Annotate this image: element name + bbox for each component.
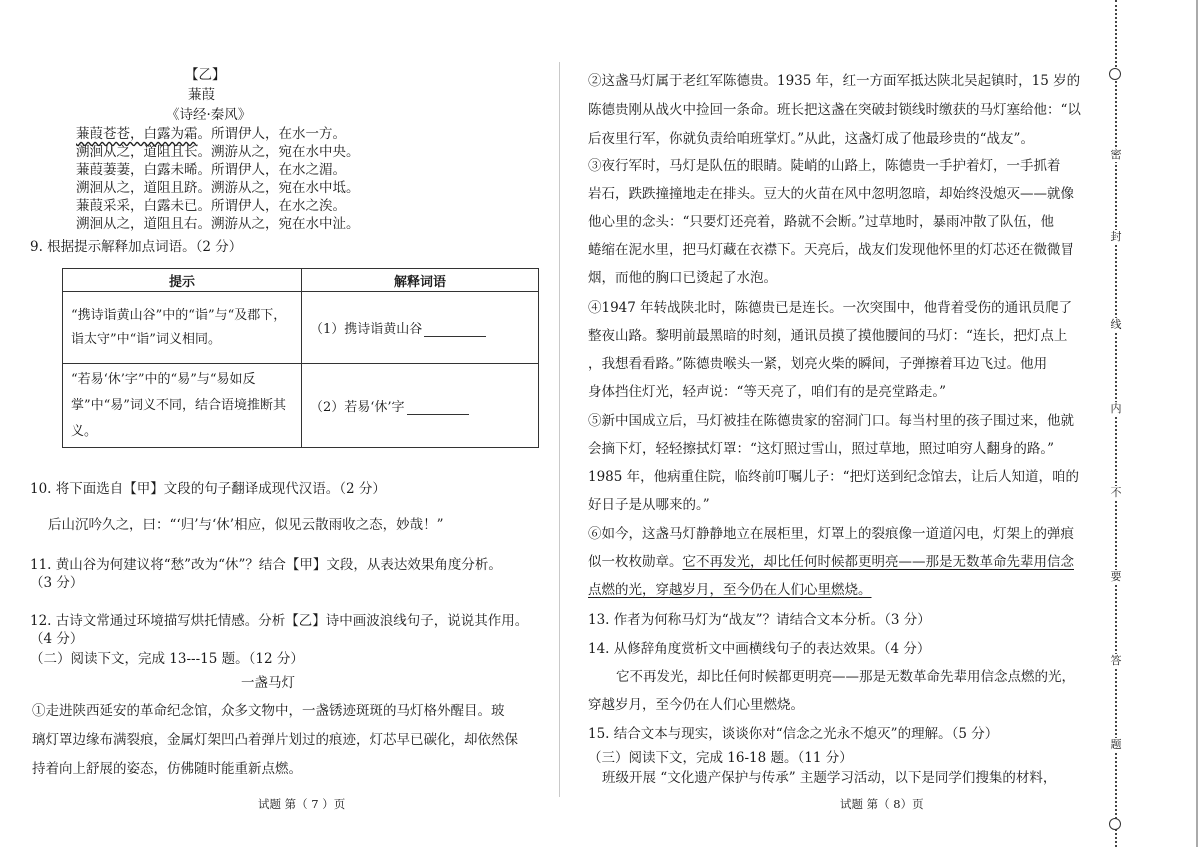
- binding-char: 内: [1108, 402, 1124, 416]
- wavy-line-text: 蒹葭苍苍，白露为霜: [76, 126, 198, 142]
- question-10-sentence: 后山沉吟久之，曰：“‘归’与‘休’相应，似见云散雨收之态，妙哉！”: [48, 517, 444, 533]
- question-9: 9. 根据提示解释加点词语。（2 分）: [30, 239, 243, 255]
- paragraph-2-line2: 陈德贵刚从战火中捡回一条命。班长把这盏在突破封锁线时缴获的马灯塞给他：“以: [588, 102, 1081, 118]
- paragraph-2-line3: 后夜里行军，你就负责给咱班掌灯。”从此，这盏灯成了他最珍贵的“战友”。: [588, 131, 1034, 147]
- paragraph-4-line4: 身体挡住灯光，轻声说：“等天亮了，咱们有的是亮堂路走。”: [588, 384, 947, 400]
- article-title: 一盏马灯: [241, 675, 295, 691]
- page-edge: [1196, 0, 1198, 847]
- poem-line-6: 溯洄从之，道阻且右。溯游从之，宛在水中沚。: [76, 216, 360, 232]
- poem-line-1: 蒹葭苍苍，白露为霜。所谓伊人，在水一方。: [76, 126, 346, 142]
- column-divider: [559, 62, 560, 797]
- question-13: 13. 作者为何称马灯为“战友”？请结合文本分析。（3 分）: [588, 612, 931, 628]
- binding-char: 要: [1108, 570, 1124, 584]
- question-11-line1: 11. 黄山谷为何建议将“愁”改为“休”？结合【甲】文段，从表达效果角度分析。: [30, 557, 502, 573]
- binding-margin: [1104, 0, 1128, 847]
- question-10: 10. 将下面选自【甲】文段的句子翻译成现代汉语。（2 分）: [30, 481, 386, 497]
- binding-char: 不: [1108, 486, 1124, 500]
- paragraph-1-line3: 持着向上舒展的姿态，仿佛随时能重新点燃。: [32, 761, 302, 777]
- paragraph-2-line1: ②这盏马灯属于老红军陈德贵。1935 年，红一方面军抵达陕北吴起镇时，15 岁的: [588, 73, 1081, 89]
- poem-line-5: 蒹葭采采，白露未已。所谓伊人，在水之涘。: [76, 198, 346, 214]
- paragraph-4-line2: 整夜山路。黎明前最黑暗的时刻，通讯员摸了摸他腰间的马灯：“连长，把灯点上: [588, 328, 1068, 344]
- poem-line-3: 蒹葭萋萋，白露未晞。所谓伊人，在水之湄。: [76, 162, 346, 178]
- answer-blank[interactable]: [424, 323, 486, 337]
- binding-char: 答: [1108, 654, 1124, 668]
- poem-line-4: 溯洄从之，道阻且跻。溯游从之，宛在水中坻。: [76, 180, 360, 196]
- question-14-quote-line2: 穿越岁月，至今仍在人们心里燃烧。: [588, 697, 804, 713]
- paragraph-5-line4: 好日子是从哪来的。”: [588, 497, 710, 513]
- table-row2-answer: （2）若易‘休’字: [302, 364, 539, 448]
- poem-title: 蒹葭: [188, 87, 215, 103]
- question-12-line1: 12. 古诗文常通过环境描写烘托情感。分析【乙】诗中画波浪线句子，说说其作用。: [30, 613, 529, 629]
- table-header-answer: 解释词语: [302, 269, 539, 292]
- poem-source: 《诗经·秦风》: [166, 107, 252, 123]
- section-3-intro: 班级开展 “文化遗产保护与传承” 主题学习活动，以下是同学们搜集的材料，: [602, 770, 1057, 786]
- paragraph-5-line3: 1985 年，他病重住院，临终前叮嘱儿子：“把灯送到纪念馆去，让后人知道，咱的: [588, 469, 1080, 485]
- underlined-sentence: 它不再发光，却比任何时候都更明亮——那是无数革命先辈用信念: [682, 554, 1074, 570]
- table-row2-hint: “若易‘休’字”中的“易”与“易如反掌”中“易”词义不同，结合语境推断其义。: [63, 364, 302, 448]
- table-row1-hint: “携诗诣黄山谷”中的“诣”与“及郡下，诣太守”中“诣”词义相同。: [63, 292, 302, 364]
- paragraph-3-line1: ③夜行军时，马灯是队伍的眼睛。陡峭的山路上，陈德贵一手护着灯，一手抓着: [588, 158, 1061, 174]
- paragraph-1-line2: 璃灯罩边缘布满裂痕，金属灯架凹凸着弹片划过的痕迹，灯芯早已碳化，却依然保: [32, 732, 518, 748]
- paragraph-4-line1: ④1947 年转战陕北时，陈德贵已是连长。一次突围中，他背着受伤的通讯员爬了: [588, 300, 1073, 316]
- question-14-quote-line1: 它不再发光，却比任何时候都更明亮——那是无数革命先辈用信念点燃的光，: [616, 669, 1075, 685]
- section-3-heading: （三）阅读下文，完成 16-18 题。（11 分）: [588, 750, 853, 766]
- paragraph-3-line3: 他心里的念头：“只要灯还亮着，路就不会断。”过草地时，暴雨冲散了队伍，他: [588, 214, 1055, 230]
- section-2-heading: （二）阅读下文，完成 13---15 题。（12 分）: [30, 651, 304, 667]
- paragraph-3-line4: 蜷缩在泥水里，把马灯藏在衣襟下。天亮后，战友们发现他怀里的灯芯还在微微冒: [588, 242, 1074, 258]
- binding-char: 线: [1108, 318, 1124, 332]
- question-11-line2: （3 分）: [30, 575, 84, 591]
- paragraph-5-line1: ⑤新中国成立后，马灯被挂在陈德贵家的窑洞门口。每当村里的孩子围过来，他就: [588, 413, 1074, 429]
- question-14: 14. 从修辞角度赏析文中画横线句子的表达效果。（4 分）: [588, 641, 931, 657]
- paragraph-4-line3: ，我想看看路。”陈德贵喉头一紧，划亮火柴的瞬间，子弹擦着耳边飞过。他用: [588, 356, 1048, 372]
- table-row1-answer: （1）携诗诣黄山谷: [302, 292, 539, 364]
- question-12-line2: （4 分）: [30, 631, 84, 647]
- binding-char: 封: [1108, 230, 1124, 244]
- underlined-sentence-cont: 点燃的光，穿越岁月，至今仍在人们心里燃烧。: [588, 582, 872, 598]
- page-footer-left: 试题 第（ 7 ）页: [258, 797, 346, 811]
- hint-table: [62, 268, 539, 448]
- question-15: 15. 结合文本与现实，谈谈你对“信念之光永不熄灭”的理解。（5 分）: [588, 726, 999, 742]
- table-header-hint: 提示: [63, 269, 302, 292]
- binding-hole: [1109, 68, 1121, 80]
- page-footer-right: 试题 第（ 8）页: [840, 797, 924, 811]
- paragraph-6-line2: 似一枚枚勋章。它不再发光，却比任何时候都更明亮——那是无数革命先辈用信念: [588, 554, 1074, 570]
- paragraph-5-line2: 会摘下灯，轻轻擦拭灯罩：“这灯照过雪山，照过草地，照过咱穷人翻身的路。”: [588, 441, 1055, 457]
- binding-hole: [1109, 818, 1121, 830]
- binding-char: 密: [1108, 148, 1124, 162]
- paragraph-1-line1: ①走进陕西延安的革命纪念馆，众多文物中，一盏锈迹斑斑的马灯格外醒目。玻: [32, 703, 505, 719]
- paragraph-6-line1: ⑥如今，这盏马灯静静地立在展柜里，灯罩上的裂痕像一道道闪电，灯架上的弹痕: [588, 526, 1074, 542]
- paragraph-6-line3: [588, 581, 872, 599]
- binding-char: 题: [1108, 738, 1124, 752]
- poem-tag: 【乙】: [185, 67, 226, 83]
- binding-dotted-line: [1115, 0, 1117, 847]
- answer-blank[interactable]: [407, 401, 469, 415]
- paragraph-3-line5: 烟，而他的胸口已烫起了水泡。: [588, 270, 777, 286]
- poem-line-2: 溯洄从之，道阻且长。溯游从之，宛在水中央。: [76, 144, 360, 160]
- paragraph-3-line2: 岩石，跌跌撞撞地走在排头。豆大的火苗在风中忽明忽暗，却始终没熄灭——就像: [588, 186, 1074, 202]
